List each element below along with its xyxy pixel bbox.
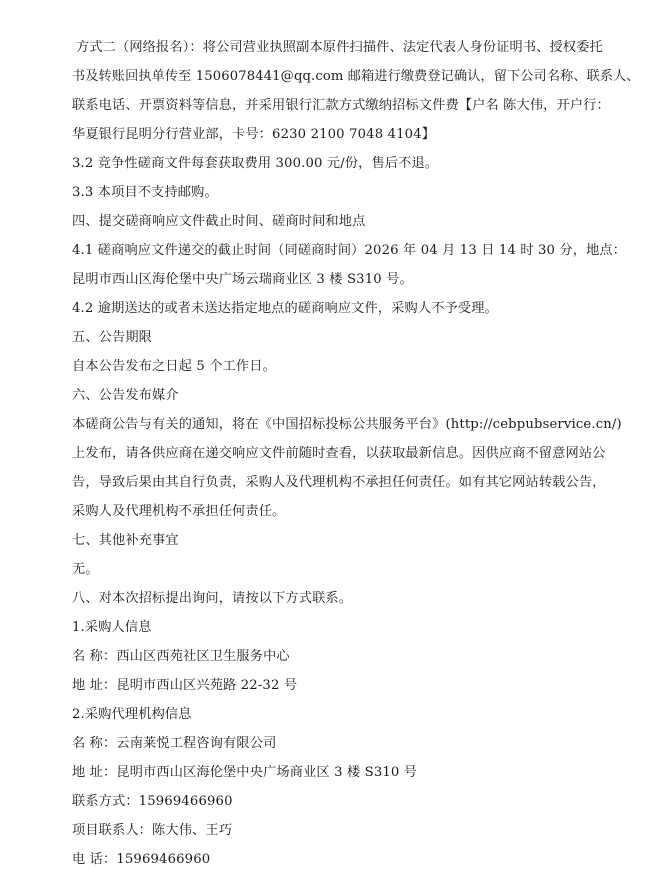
text-line: 华夏银行昆明分行营业部，卡号：6230 2100 7048 4104】: [72, 127, 436, 142]
text-line: 电 话：15969466960: [72, 852, 211, 867]
subsection-heading: 1.采购人信息: [72, 620, 152, 635]
subsection-heading: 2.采购代理机构信息: [72, 707, 192, 722]
text-line: 4.1 磋商响应文件递交的截止时间（同磋商时间）2026 年 04 月 13 日 14 时 30 分，地点：: [72, 243, 627, 258]
text-line: 无。: [72, 562, 99, 577]
text-line: 采购人及代理机构不承担任何责任。: [72, 504, 286, 519]
text-line: 上发布，请各供应商在递交响应文件前随时查看，以获取最新信息。因供应商不留意网站公: [72, 446, 606, 461]
text-line: 3.2 竞争性磋商文件每套获取费用 300.00 元/份，售后不退。: [72, 156, 439, 171]
text-line: 昆明市西山区海伦堡中央广场云瑞商业区 3 楼 S310 号。: [72, 272, 413, 287]
text-line: 书及转账回执单传至 1506078441@qq.com 邮箱进行缴费登记确认，留下公司名称、联系人、: [72, 69, 640, 84]
text-line: 联系电话、开票资料等信息，并采用银行汇款方式缴纳招标文件费【户名 陈大伟，开户行：: [72, 98, 610, 113]
text-line: 项目联系人：陈大伟、王巧: [72, 823, 233, 838]
text-line: 联系方式：15969466960: [72, 794, 233, 809]
text-line: 本磋商公告与有关的通知，将在《中国招标投标公共服务平台》(http://cebpubservice.cn/): [72, 417, 622, 432]
text-line: 自本公告发布之日起 5 个工作日。: [72, 359, 276, 374]
section-heading: 七、其他补充事宜: [72, 533, 179, 548]
text-line: 3.3 本项目不支持邮购。: [72, 185, 218, 200]
text-line: 4.2 逾期送达的或者未送达指定地点的磋商响应文件，采购人不予受理。: [72, 301, 498, 316]
text-line: 方式二（网络报名）：将公司营业执照副本原件扫描件、法定代表人身份证明书、授权委托: [76, 40, 603, 55]
section-heading: 八、对本次招标提出询问，请按以下方式联系。: [72, 591, 353, 606]
text-line: 地 址：昆明市西山区海伦堡中央广场商业区 3 楼 S310 号: [72, 765, 418, 780]
text-line: 地 址：昆明市西山区兴苑路 22-32 号: [72, 678, 298, 693]
section-heading: 六、公告发布媒介: [72, 388, 179, 403]
text-line: 告，导致后果由其自行负责，采购人及代理机构不承担任何责任。如有其它网站转载公告，: [72, 475, 606, 490]
text-line: 名 称：西山区西苑社区卫生服务中心: [72, 649, 290, 664]
text-line: 名 称：云南莱悦工程咨询有限公司: [72, 736, 277, 751]
section-heading: 五、公告期限: [72, 330, 153, 345]
section-heading: 四、提交磋商响应文件截止时间、磋商时间和地点: [72, 214, 366, 229]
